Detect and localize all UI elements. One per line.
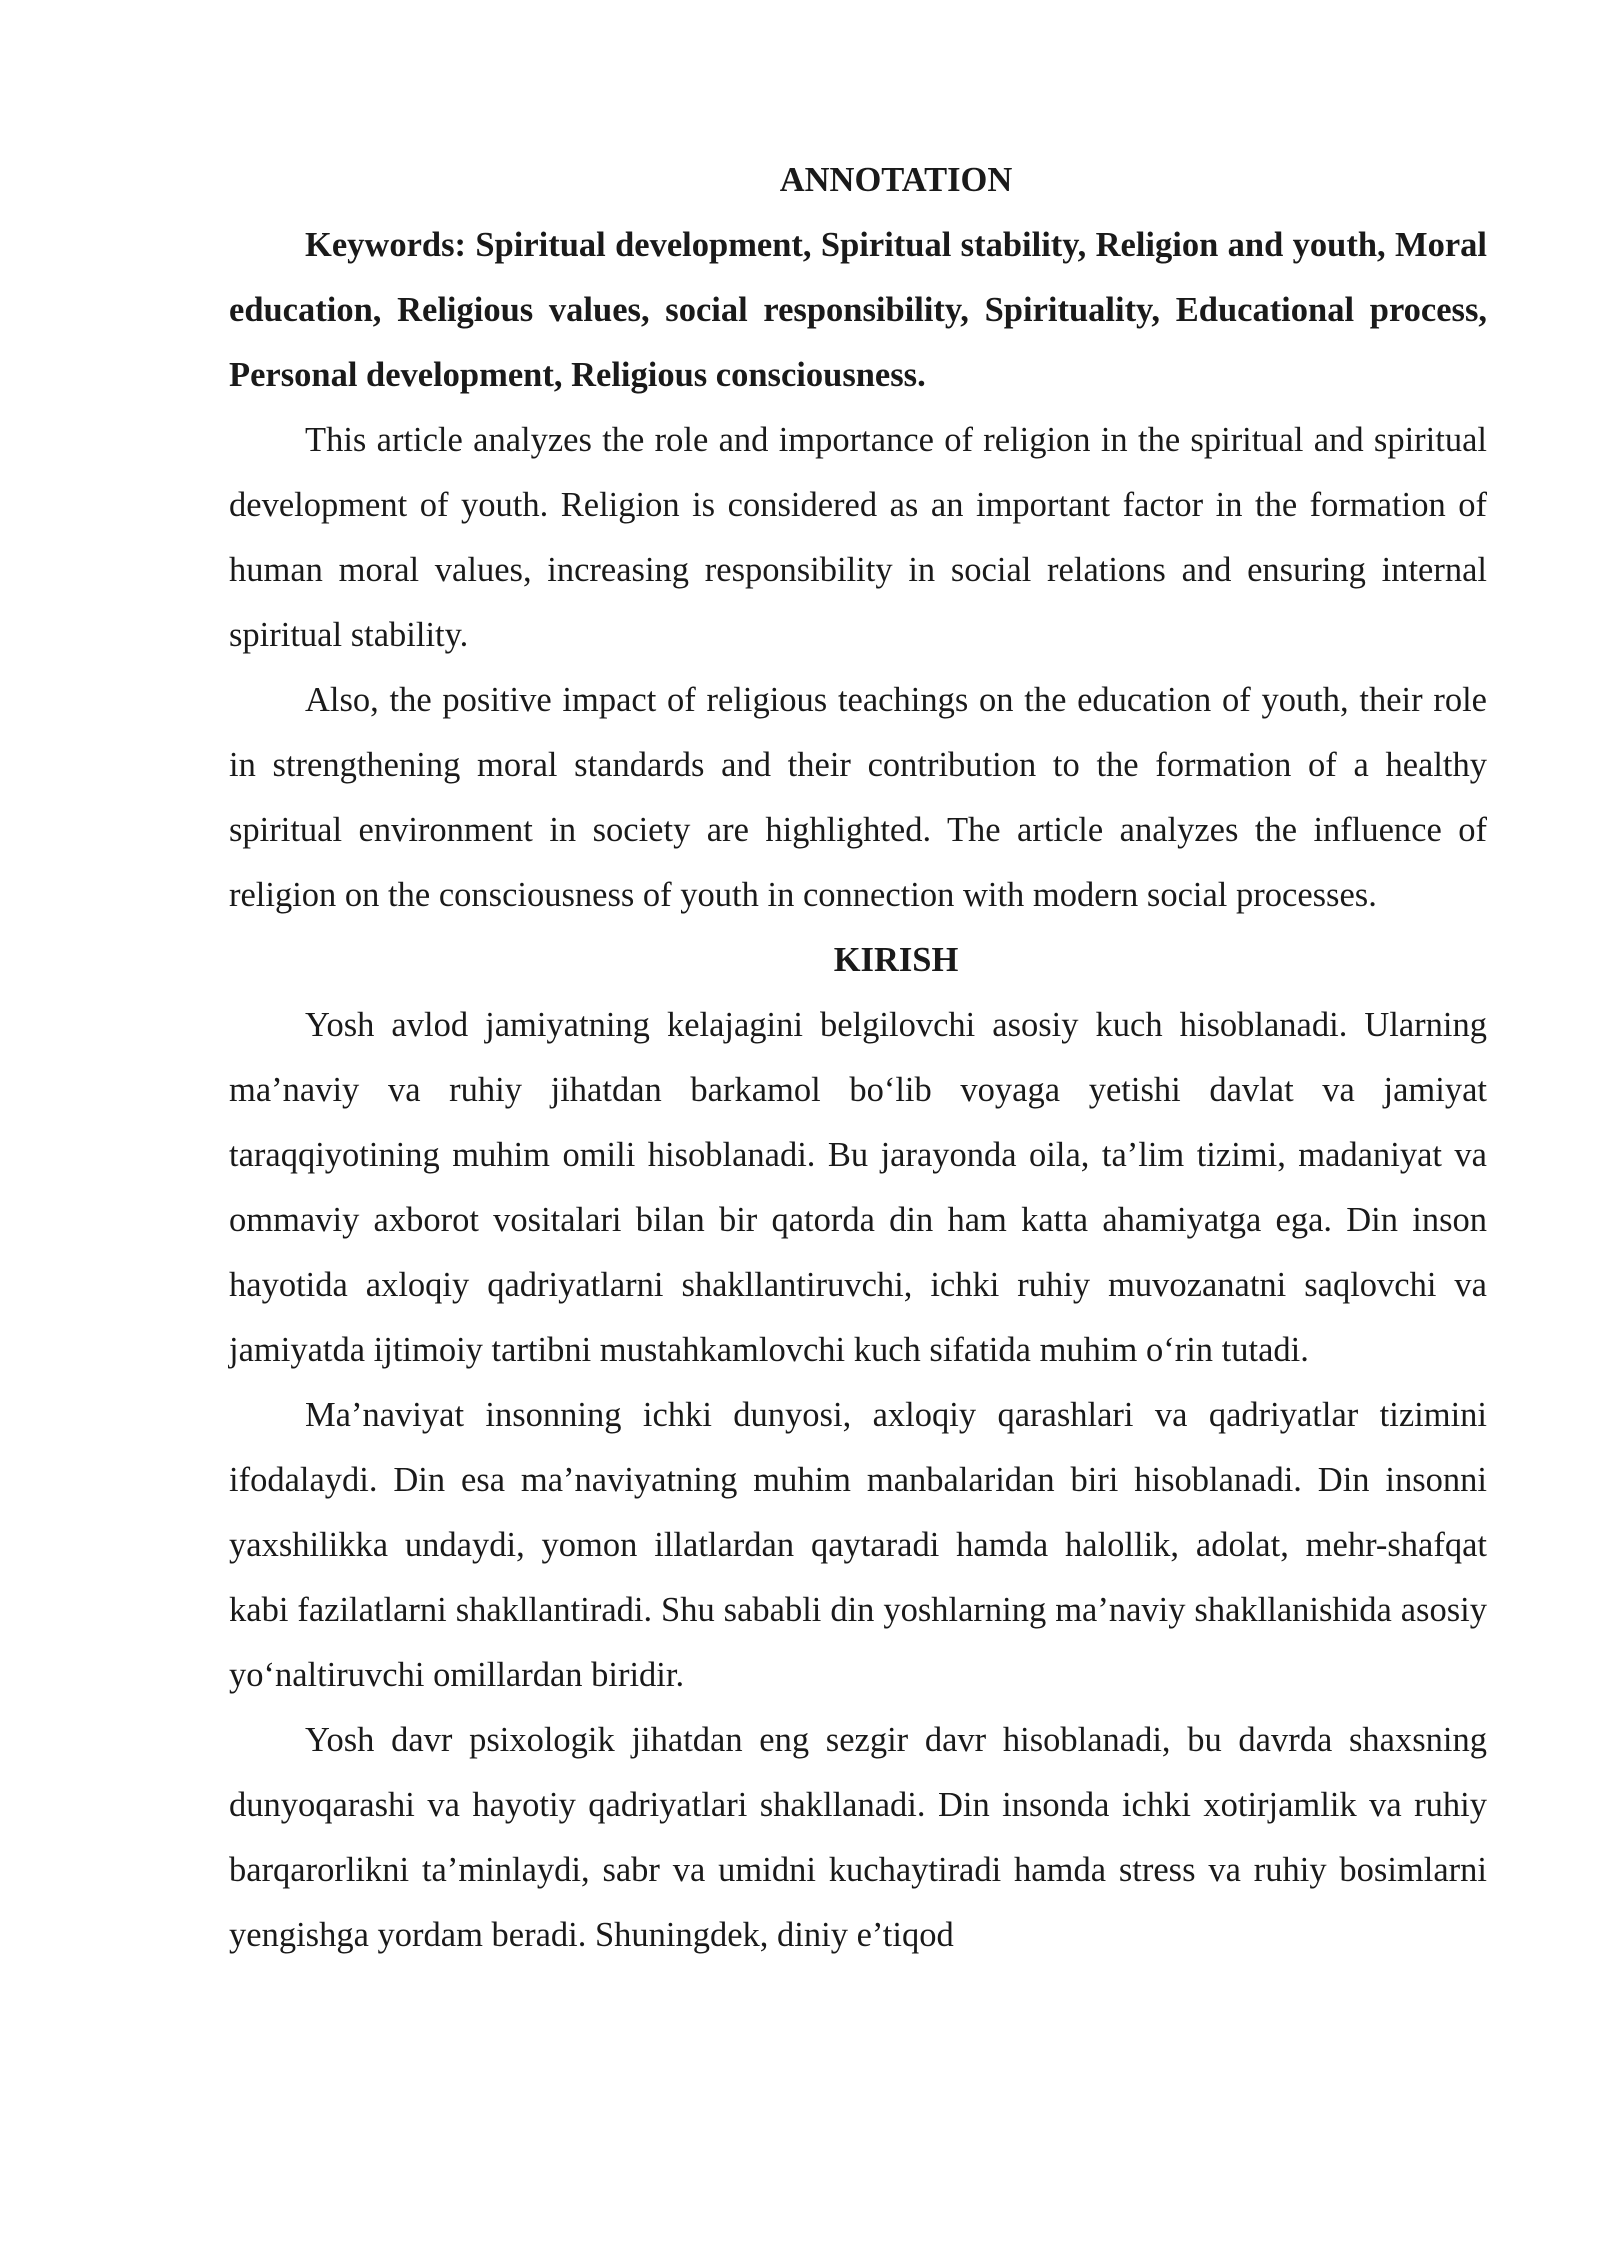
annotation-paragraph-1: This article analyzes the role and importance of religion in the spiritual and spiritual development of youth. Religion is considered as an important factor in the formation of human moral values, increasing responsibility in social relations and ensuring internal spiritual stability. [229, 421, 1487, 654]
intro-paragraph-1: Yosh avlod jamiyatning kelajagini belgilovchi asosiy kuch hisoblanadi. Ularning ma’naviy va ruhiy jihatdan barkamol bo‘lib voyaga yetishi davlat va jamiyat taraqqiyotining muhim omili hisoblanadi. Bu jarayonda oila, ta’lim tizimi, madaniyat va ommaviy axborot vositalari bilan bir qatorda din ham katta ahamiyatga ega. Din inson hayotida axloqiy qadriyatlarni shakllantiruvchi, ichki ruhiy muvozanatni saqlovchi va jamiyatda ijtimoiy tartibni mustahkamlovchi kuch sifatida muhim o‘rin tutadi. [229, 1006, 1487, 1369]
intro-paragraph-2: Ma’naviyat insonning ichki dunyosi, axloqiy qarashlari va qadriyatlar tizimini ifodalaydi. Din esa ma’naviyatning muhim manbalaridan biri hisoblanadi. Din insonni yaxshilikka undaydi, yomon illatlardan qaytaradi hamda halollik, adolat, mehr-shafqat kabi fazilatlarni shakllantiradi. Shu sababli din yoshlarning ma’naviy shakllanishida asosiy yo‘naltiruvchi omillardan biridir. [229, 1396, 1487, 1694]
annotation-paragraph-2: Also, the positive impact of religious teachings on the education of youth, their role in strengthening moral standards and their contribution to the formation of a healthy spiritual environment in society are highlighted. The article analyzes the influence of religion on the consciousness of youth in connection with modern social processes. [229, 681, 1487, 914]
annotation-heading: ANNOTATION [779, 161, 1013, 199]
intro-paragraph-3: Yosh davr psixologik jihatdan eng sezgir davr hisoblanadi, bu davrda shaxsning dunyoqarashi va hayotiy qadriyatlari shakllanadi. Din insonda ichki xotirjamlik va ruhiy barqarorlikni ta’minlaydi, sabr va umidni kuchaytiradi hamda stress va ruhiy bosimlarni yengishga yordam beradi. Shuningdek, diniy e’tiqod [229, 1721, 1487, 1954]
keywords-paragraph: Keywords: Spiritual development, Spiritual stability, Religion and youth, Moral education, Religious values, social responsibility, Spirituality, Educational process, Personal development, Religious consciousness. [229, 226, 1487, 394]
document-page [229, 148, 1487, 1968]
intro-heading: KIRISH [833, 941, 959, 979]
